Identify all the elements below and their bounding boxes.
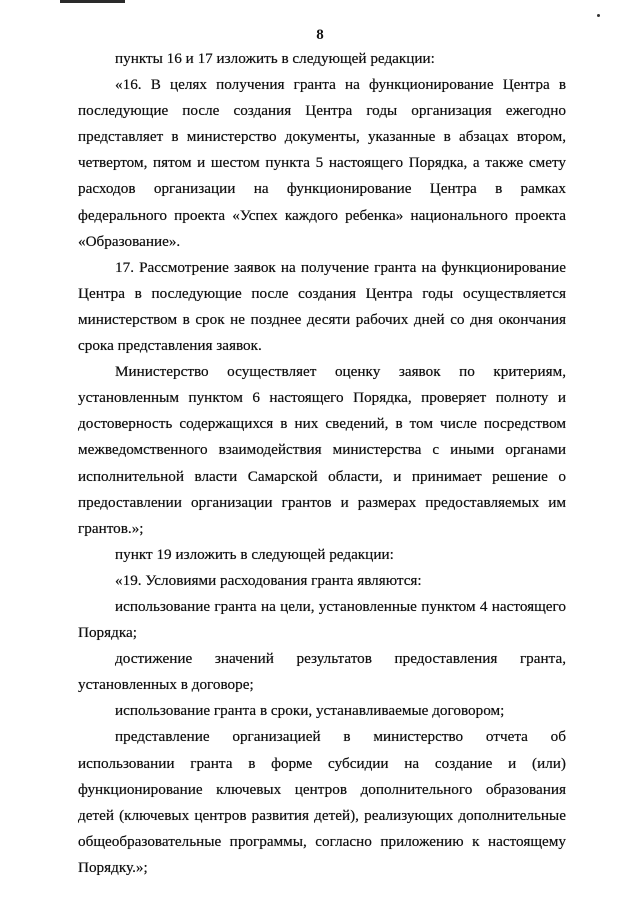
page-number: 8 [316, 27, 324, 43]
paragraph-amend-19-intro: пункт 19 изложить в следующей редакции: [115, 545, 394, 563]
paragraph-ministry-evaluation: Министерство осуществляет оценку заявок по критериям, установленным пунктом 6 настоящего Порядка, проверяет полноту и достоверность содержащихся в них сведений, в том числе посредством межведомственного взаимодействия министерства с иными органами исполнительной власти Самарской области, и принимает решение о предоставлении организации грантов и размерах предоставляемых им грантов.»; [78, 363, 566, 537]
paragraph-condition-terms: использование гранта в сроки, устанавливаемые договором; [115, 702, 505, 720]
paragraph-condition-purpose: использование гранта на цели, установленные пунктом 4 настоящего Порядка; [78, 597, 566, 642]
paragraph-amend-16-17-intro: пункты 16 и 17 изложить в следующей редакции: [115, 50, 435, 67]
scan-artifact-mark [60, 0, 125, 3]
paragraph-clause-16: «16. В целях получения гранта на функционирование Центра в последующие после создания Центра годы организация ежегодно представляет в министерство документы, указанные в абзацах втором, четвертом, пятом и шестом пункта 5 настоящего Порядка, а также смету расходов организации на функционирование Центра в рамках федерального проекта «Успех каждого ребенка» национального проекта «Образование». [78, 76, 566, 250]
scan-artifact-dot [597, 14, 600, 17]
paragraph-condition-report: представление организацией в министерство отчета об использовании гранта в форме субсидии на создание и (или) функционирование ключевых центров дополнительного образования детей (ключевых центров развития детей), реализующих дополнительные общеобразовательные программы, согласно приложению к настоящему Порядку.»; [78, 728, 566, 876]
paragraph-clause-17: 17. Рассмотрение заявок на получение гранта на функционирование Центра в последующие после создания Центра годы осуществляется министерством в срок не позднее десяти рабочих дней со дня окончания срока представления заявок. [78, 258, 566, 355]
document-body [78, 46, 566, 881]
paragraph-condition-results: достижение значений результатов предоставления гранта, установленных в договоре; [78, 650, 566, 694]
paragraph-clause-19: «19. Условиями расходования гранта являются: [115, 571, 422, 589]
